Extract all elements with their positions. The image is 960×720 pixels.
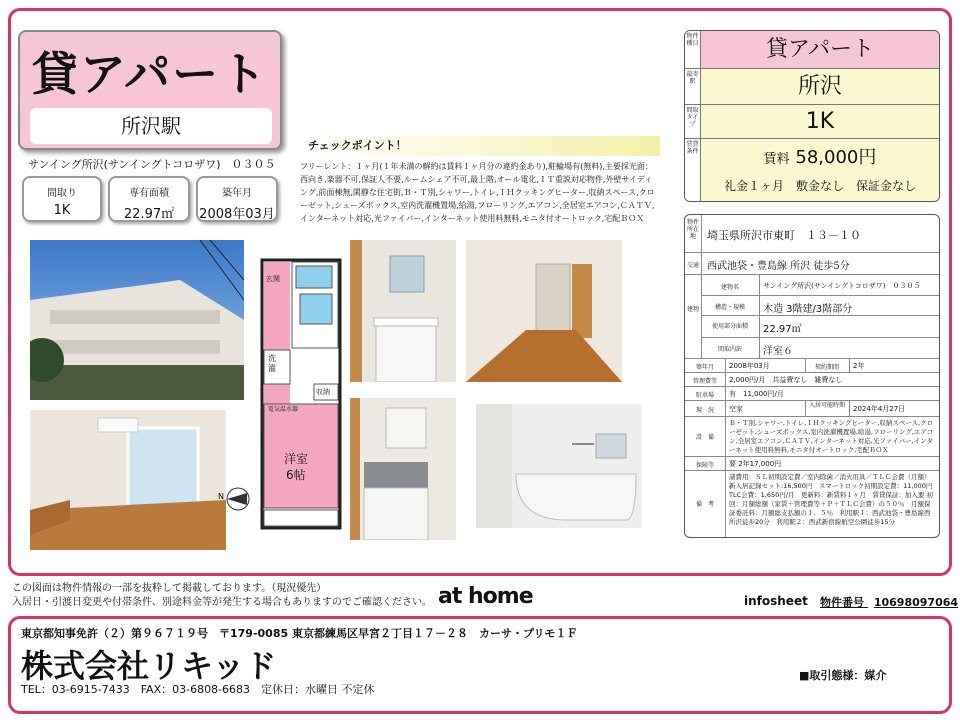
property-number-value: 10698097064 bbox=[873, 596, 959, 609]
company-block bbox=[8, 616, 952, 714]
address-row bbox=[685, 215, 939, 253]
spec-area bbox=[108, 176, 190, 222]
building-name: サンイング所沢(サンイングトコロザワ) ０３０５ bbox=[28, 158, 276, 171]
spec-layout bbox=[22, 176, 102, 222]
side-label: 物件所在地 bbox=[686, 219, 699, 240]
rooms-key: 間取内訳 bbox=[717, 346, 742, 353]
north-arrow-icon bbox=[218, 484, 252, 514]
rent-value: 58,000円 bbox=[795, 147, 877, 168]
floorplan-storage: 収納 bbox=[316, 388, 330, 396]
rooms-value: 洋室６ bbox=[763, 346, 793, 357]
spec-value: 22.97㎡ bbox=[123, 207, 175, 222]
floorplan-room: 洋室 bbox=[284, 452, 309, 466]
area-value: 22.97㎡ bbox=[763, 324, 802, 335]
equipment-row bbox=[685, 417, 939, 457]
rent-label: 賃料 bbox=[763, 152, 790, 167]
spec-value: 2008年03月 bbox=[199, 207, 275, 222]
spec-value: 1K bbox=[53, 203, 71, 218]
side-label: 物件種目 bbox=[685, 31, 701, 68]
move-key: 入居可能時期 bbox=[808, 402, 845, 409]
contract-key: 契約期間 bbox=[814, 364, 839, 371]
property-number-label: 物件番号 bbox=[820, 596, 864, 609]
mgmt-key: 管理費等 bbox=[692, 378, 717, 385]
summary-station: 所沢 bbox=[797, 74, 842, 99]
contact-line: TEL：03-6915-7433 FAX：03-6808-6683 定休日：水曜日 不定休 bbox=[21, 683, 375, 696]
insurance-key: 保険等 bbox=[695, 462, 714, 469]
exterior-photo bbox=[30, 240, 244, 400]
floorplan-heater: 電気温水器 bbox=[268, 406, 299, 413]
summary-type: 貸アパート bbox=[765, 37, 875, 62]
summary-station-row bbox=[685, 69, 939, 105]
side-label: 最寄駅 bbox=[685, 69, 701, 104]
built-key: 築年月 bbox=[695, 364, 714, 371]
summary-type-row bbox=[685, 31, 939, 69]
checkpoint-heading: チェックポイント！ bbox=[300, 136, 660, 156]
area-key: 使用部分面積 bbox=[711, 323, 748, 330]
status-key: 現 況 bbox=[695, 407, 714, 414]
north-label: N bbox=[218, 492, 224, 501]
spec-label: 築年月 bbox=[222, 188, 252, 199]
corridor-photo bbox=[466, 240, 622, 382]
title-card bbox=[18, 30, 282, 150]
insurance-row bbox=[685, 457, 939, 471]
bldg-name-value: サンイング所沢(サンイングトコロザワ) ０３０５ bbox=[763, 282, 921, 290]
company-name: 株式会社リキッド bbox=[21, 647, 277, 685]
disclaimer-line-2: 入居日・引渡日変更や付帯条件、別途料金等が発生する場合もありますのでご確認ください。 bbox=[12, 597, 432, 608]
summary-layout-row bbox=[685, 105, 939, 139]
transit-value: 西武池袋・豊島線 所沢 徒歩5分 bbox=[707, 261, 850, 272]
remarks-key: 備 考 bbox=[695, 501, 714, 508]
move-value: 2024年4月27日 bbox=[853, 405, 906, 413]
deal-type: ■取引態様：媒介 bbox=[799, 669, 887, 682]
built-value: 2008年03月 bbox=[729, 362, 770, 370]
spec-built bbox=[196, 176, 278, 222]
parking-key: 駐車場 bbox=[695, 392, 714, 399]
building-block bbox=[685, 275, 939, 359]
side-label: 建物 bbox=[686, 306, 699, 313]
deposit-line: 礼金１ヶ月 敷金なし 保証金なし bbox=[723, 179, 916, 193]
remarks-row bbox=[685, 471, 939, 538]
disclaimer-line-1: この図面は物件情報の一部を抜粋して掲載しております。（現況優先） bbox=[12, 583, 327, 594]
summary-terms-row bbox=[685, 139, 939, 202]
built-row bbox=[685, 359, 939, 373]
infosheet-label: infosheet bbox=[744, 594, 808, 608]
page-title: 貸アパート bbox=[31, 47, 269, 101]
side-label: 間取タイプ bbox=[685, 105, 701, 138]
spec-label: 間取り bbox=[47, 188, 77, 199]
side-label: 交通 bbox=[686, 262, 699, 269]
status-value: 空家 bbox=[729, 405, 743, 413]
floorplan-size: 6帖 bbox=[286, 468, 306, 482]
disclaimer bbox=[12, 582, 432, 610]
mgmt-row bbox=[685, 373, 939, 387]
status-row bbox=[685, 401, 939, 417]
parking-value: 有 11,000円/月 bbox=[729, 390, 784, 398]
bathroom-photo bbox=[476, 404, 642, 528]
parking-row bbox=[685, 387, 939, 401]
address-value: 埼玉県所沢市東町 １３－１０ bbox=[707, 229, 861, 242]
structure-value: 木造 3階建/3階部分 bbox=[763, 304, 853, 315]
equip-key: 設 備 bbox=[695, 434, 714, 441]
remarks-value: 諸費用：ＳＬ初期設定費／室内除菌／消火用具／ＴＬＣ会費（月額） 新入居記録セット:16,500円 スマートロック初期設定費：11,000円 TLC会費：1,650円/月 更新料：新賃料１ヶ月 賃貸保証：加入要 初回：月額総額（家賃＋管理費等＋Ｐ＋ＴＬＣ会費）の５０％ 月額保証委託料：月額総支払額の１．５％ 利用駅１：西武池袋・豊島線西所沢徒歩20分 利用駅２：西武新宿線航空公園徒歩15分 bbox=[729, 473, 939, 526]
bldg-name-key: 建物名 bbox=[720, 284, 739, 291]
floorplan-entrance: 玄関 bbox=[266, 275, 280, 283]
detail-table bbox=[684, 214, 940, 538]
checkpoint-text: フリーレント：１ヶ月(１年未満の解約は賃料１ヶ月分の違約金あり),駐輪場有(無料),主要採光面：西向き,楽器不可,保証人不要,ルームシェア不可,最上階,オール電化,ＩＴ重説対応物件,外壁サイディング,前面棟無,閑静な住宅街,Ｂ・Ｔ別,シャワー,トイレ,ＩＨクッキングヒーター,収納スペース,クローゼット,シューズボックス,室内洗濯機置場,給湯,フローリング,エアコン,全居室エアコン,ＣＡＴＶ,インターネット対応,光ファイバー,インターネット使用料無料,モニタ付オートロック,宅配ＢＯＸ bbox=[300, 162, 655, 223]
kitchen-photo bbox=[350, 398, 456, 540]
transit-row bbox=[685, 253, 939, 275]
structure-key: 構造・規模 bbox=[714, 304, 745, 311]
mgmt-value: 2,000円/月 共益費なし 雑費なし bbox=[729, 376, 843, 384]
summary-panel bbox=[684, 30, 940, 202]
side-label: 賃貸条件 bbox=[685, 139, 701, 202]
floorplan-wash: 洗 濯 bbox=[268, 354, 276, 373]
summary-terms bbox=[701, 139, 939, 202]
room-photo bbox=[30, 410, 226, 550]
contract-value: 2年 bbox=[853, 362, 865, 370]
station-title: 所沢駅 bbox=[30, 108, 272, 144]
insurance-value: 要 2年17,000円 bbox=[729, 460, 782, 468]
athome-logo: at home bbox=[438, 584, 533, 609]
summary-layout: 1K bbox=[805, 109, 835, 134]
license-line: 東京都知事免許（２）第９６７１９号 〒179-0085 東京都練馬区早宮２丁目１７－２８ カーサ・プリモ１Ｆ bbox=[21, 627, 578, 640]
spec-label: 専有面積 bbox=[129, 188, 169, 199]
floor-plan bbox=[256, 244, 346, 534]
property-number bbox=[820, 594, 958, 610]
washroom-photo bbox=[350, 240, 456, 382]
equip-value: Ｂ・Ｔ別,シャワー,トイレ,ＩＨクッキングヒーター,収納スペース,クローゼット,シューズボックス,室内洗濯機置場,給湯,フローリング,エアコン,全居室エアコン,ＣＡＴＶ,インターネット対応,光ファイバー,インターネット使用料無料,モニタ付オートロック,宅配ＢＯＸ bbox=[729, 419, 934, 454]
